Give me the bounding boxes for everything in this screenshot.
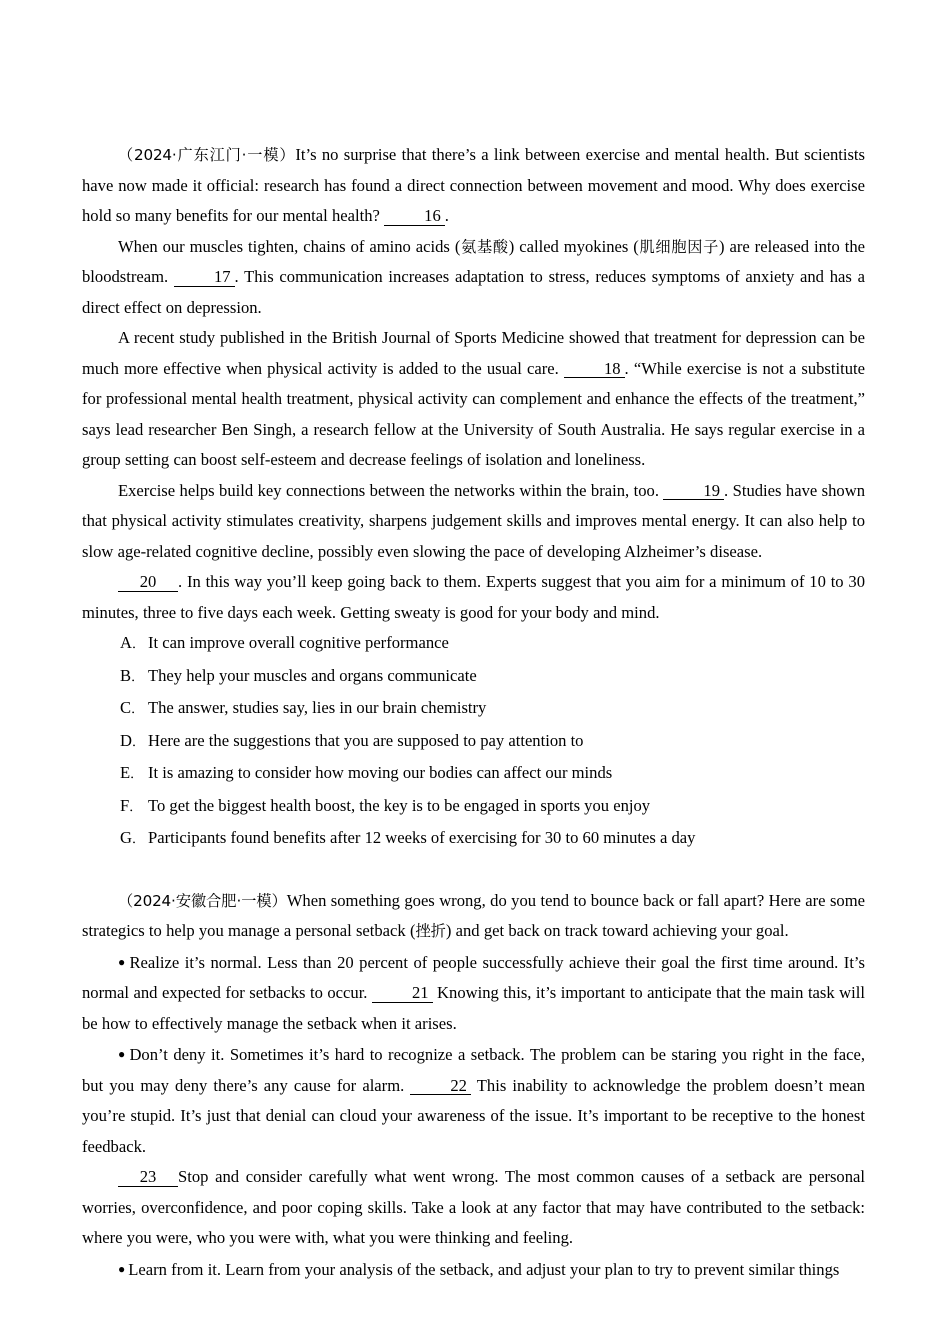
option-text: Here are the suggestions that you are supposed to pay attention to: [148, 730, 584, 750]
option-item-F[interactable]: [82, 791, 865, 824]
option-item-C[interactable]: [82, 693, 865, 726]
passage-1-body: [82, 140, 865, 628]
paragraph-text: . Studies have shown that physical activity stimulates creativity, sharpens judgement skills and improves mental energy. It can also help to slow age-related cognitive decline, possibly even slowing the pace of developing Alzheimer’s disease.: [82, 480, 866, 561]
bullet-icon: ●: [118, 1047, 127, 1061]
paragraph-text: . In this way you’ll keep going back to them. Experts suggest that you aim for a minimum of 10 to 30 minutes, three to five days each week. Getting sweaty is good for your body and mind.: [82, 572, 865, 622]
option-separator: ．: [131, 702, 145, 717]
p1-para3: [82, 323, 865, 476]
p1-para1: [82, 140, 865, 232]
passage-2: [82, 886, 865, 1286]
paragraph-text: ) are released into the bloodstream.: [82, 236, 866, 286]
bullet-icon: ●: [118, 1261, 126, 1276]
chinese-gloss: 氨基酸: [460, 237, 509, 256]
passage-1-options-list: [82, 628, 865, 856]
answer-blank-20[interactable]: 20: [118, 574, 178, 592]
bullet-icon: ●: [118, 954, 127, 969]
paragraph-text: When something goes wrong, do you tend to bounce back or fall apart? Here are some strategics to help you manage a personal setback (: [82, 890, 865, 940]
paragraph-text: ) and get back on track toward achieving your goal.: [445, 921, 789, 940]
option-letter-B: B．: [120, 665, 145, 685]
p2-para5: [82, 1254, 865, 1286]
chinese-gloss: 挫折: [415, 922, 446, 940]
option-text: Participants found benefits after 12 weeks of exercising for 30 to 60 minutes a day: [148, 828, 696, 847]
p1-para2: [82, 232, 865, 324]
option-separator: ．: [129, 799, 143, 815]
p1-para4: [82, 476, 865, 568]
option-separator: ．: [131, 734, 145, 750]
p2-para2: [82, 947, 865, 1040]
option-letter-E: E．: [120, 763, 144, 782]
p1-para5: [82, 567, 865, 628]
answer-blank-23[interactable]: 23: [118, 1169, 178, 1187]
paragraph-text: Don’t deny it. Sometimes it’s hard to recognize a setback. The problem can be staring you right in the face, but you may deny there’s any cause for alarm.: [82, 1045, 865, 1095]
option-separator: ．: [131, 669, 145, 685]
paragraph-text: When our muscles tighten, chains of amino acids (: [118, 236, 461, 256]
answer-blank-17[interactable]: 17: [174, 269, 235, 287]
option-separator: ．: [131, 832, 145, 847]
option-letter-A: A．: [120, 633, 145, 652]
passage-separator-gap: [82, 856, 865, 886]
option-text: They help your muscles and organs communicate: [148, 665, 477, 685]
option-item-G[interactable]: [82, 823, 865, 856]
option-letter-C: C．: [120, 698, 145, 717]
option-item-A[interactable]: [82, 628, 865, 661]
paragraph-text: A recent study published in the British Journal of Sports Medicine showed that treatment for depression can be much more effective when physical activity is added to the usual care.: [82, 328, 865, 378]
paragraph-text: . This communication increases adaptation to stress, reduces symptoms of anxiety and has a direct effect on depression.: [82, 267, 865, 317]
paragraph-text: .: [444, 206, 449, 225]
paragraph-text: Knowing this, it’s important to anticipate that the main task will be how to effectively manage the setback when it arises.: [82, 983, 865, 1033]
option-letter-G: G．: [120, 828, 145, 847]
option-text: To get the biggest health boost, the key is to be engaged in sports you enjoy: [148, 795, 651, 815]
paragraph-text: . “While exercise is not a substitute for professional mental health treatment, physical activity can complement and enhance the effects of the treatment,” says lead researcher Ben Singh, a research fellow at the University of South Australia. He says regular exercise in a group setting can boost self-esteem and decrease feelings of isolation and loneliness.: [82, 358, 865, 469]
paragraph-text: Realize it’s normal. Less than 20 percent of people successfully achieve their goal the first time around. It’s normal and expected for setbacks to occur.: [82, 952, 865, 1002]
paragraph-text: Stop and consider carefully what went wrong. The most common causes of a setback are personal worries, overconfidence, and poor coping skills. Take a look at any factor that may have contributed to the setback: where you were, who you were with, what you were thinking and feeling.: [82, 1167, 865, 1247]
answer-blank-19[interactable]: 19: [663, 483, 724, 501]
answer-blank-22[interactable]: 22: [410, 1078, 471, 1096]
answer-blank-21[interactable]: 21: [372, 985, 433, 1003]
option-item-B[interactable]: [82, 661, 865, 694]
option-letter-D: D．: [120, 730, 145, 750]
option-letter-F: F．: [120, 795, 143, 815]
option-separator: ．: [130, 767, 144, 782]
option-item-E[interactable]: [82, 758, 865, 791]
passage-2-body: [82, 886, 865, 1286]
p2-para4: [82, 1162, 865, 1254]
option-text: It can improve overall cognitive performance: [148, 633, 449, 652]
answer-blank-16[interactable]: 16: [384, 208, 445, 226]
option-text: It is amazing to consider how moving our bodies can affect our minds: [148, 763, 613, 782]
paragraph-text: ) called myokines (: [508, 236, 639, 256]
option-text: The answer, studies say, lies in our brain chemistry: [148, 698, 487, 717]
option-item-D[interactable]: [82, 726, 865, 759]
paragraph-text: This inability to acknowledge the problem doesn’t mean you’re stupid. It’s just that denial can cloud your awareness of the issue. It’s important to be receptive to the honest feedback.: [82, 1075, 865, 1156]
paragraph-text: Learn from it. Learn from your analysis of the setback, and adjust your plan to try to prevent similar things: [128, 1259, 840, 1279]
p2-para1: [82, 886, 865, 947]
source-tag: （2024·广东江门·一模）: [118, 146, 296, 164]
source-tag: （2024·安徽合肥·一模）: [118, 891, 287, 910]
p2-para3: [82, 1039, 865, 1162]
answer-blank-18[interactable]: 18: [564, 361, 625, 379]
option-separator: ．: [131, 637, 145, 652]
paragraph-text: It’s no surprise that there’s a link between exercise and mental health. But scientists have now made it official: research has found a direct connection between movement and mood. Why does exercise hold so many benefits for our mental health?: [82, 145, 865, 225]
passage-1: [82, 140, 865, 856]
paragraph-text: Exercise helps build key connections between the networks within the brain, too.: [118, 480, 664, 500]
chinese-gloss: 肌细胞因子: [638, 237, 719, 256]
